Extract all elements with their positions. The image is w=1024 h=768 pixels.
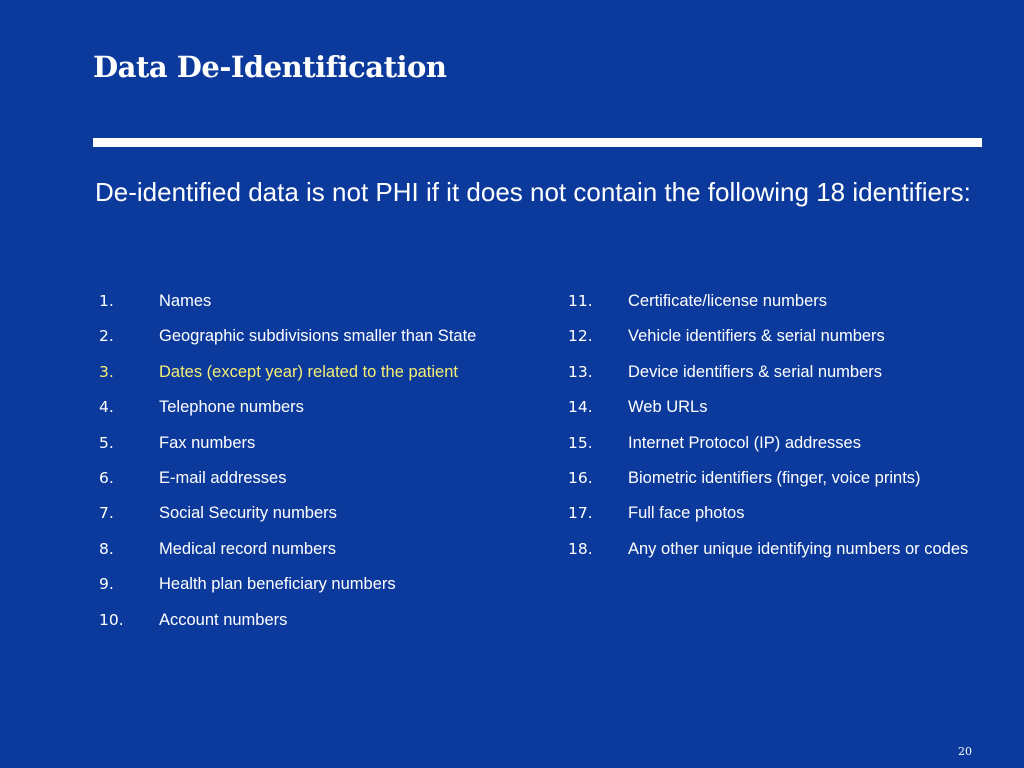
item-number: 16. (568, 468, 593, 487)
identifier-list-right (568, 287, 988, 570)
title-divider (93, 138, 982, 147)
item-number: 2. (99, 327, 114, 346)
item-number: 13. (568, 362, 593, 381)
list-item (568, 464, 988, 492)
item-text: Health plan beneficiary numbers (159, 575, 396, 594)
list-item (99, 606, 539, 634)
intro-text: De-identified data is not PHI if it does not contain the following 18 identifiers: (95, 177, 971, 207)
item-text: Account numbers (159, 610, 288, 629)
list-item (568, 358, 988, 386)
list-item (99, 322, 539, 350)
list-item (99, 464, 539, 492)
item-number: 14. (568, 398, 593, 417)
list-item-highlighted (99, 358, 539, 386)
item-number: 1. (99, 292, 114, 310)
item-text: Dates (except year) related to the patient (159, 362, 458, 381)
item-text: Names (159, 292, 212, 310)
item-text: Vehicle identifiers & serial numbers (628, 327, 885, 346)
item-number: 4. (99, 398, 114, 417)
item-number: 12. (568, 327, 593, 346)
item-text: Certificate/license numbers (628, 292, 827, 310)
item-number: 11. (568, 292, 593, 310)
item-number: 17. (568, 504, 593, 523)
item-text: Device identifiers & serial numbers (628, 362, 883, 381)
item-text: Medical record numbers (159, 539, 336, 558)
item-number: 9. (99, 575, 114, 594)
slide-title: Data De-Identification (93, 50, 447, 84)
item-number: 6. (99, 468, 114, 487)
item-text: Biometric identifiers (finger, voice prints) (628, 468, 921, 487)
item-number: 3. (99, 362, 114, 381)
list-item (99, 429, 539, 457)
list-item (568, 429, 988, 457)
list-item (99, 287, 539, 315)
page-number: 20 (958, 745, 972, 758)
list-item (99, 570, 539, 598)
list-item (568, 535, 988, 563)
item-number: 8. (99, 539, 114, 558)
item-text: Any other unique identifying numbers or codes (628, 539, 969, 558)
item-text: Social Security numbers (159, 504, 337, 523)
item-number: 18. (568, 539, 593, 558)
item-text: Internet Protocol (IP) addresses (628, 433, 861, 452)
item-number: 10. (99, 610, 124, 629)
item-text: Telephone numbers (159, 398, 304, 417)
list-item (568, 322, 988, 350)
identifier-list-left (99, 287, 539, 641)
item-number: 7. (99, 504, 114, 523)
list-item (99, 393, 539, 421)
item-number: 5. (99, 433, 114, 452)
item-text: Web URLs (628, 398, 708, 417)
list-item (568, 287, 988, 315)
item-text: Fax numbers (159, 433, 256, 452)
list-item (568, 499, 988, 527)
item-number: 15. (568, 433, 593, 452)
list-item (99, 499, 539, 527)
list-item (568, 393, 988, 421)
item-text: Geographic subdivisions smaller than State (159, 327, 477, 346)
item-text: Full face photos (628, 504, 745, 523)
item-text: E-mail addresses (159, 468, 287, 487)
list-item (99, 535, 539, 563)
